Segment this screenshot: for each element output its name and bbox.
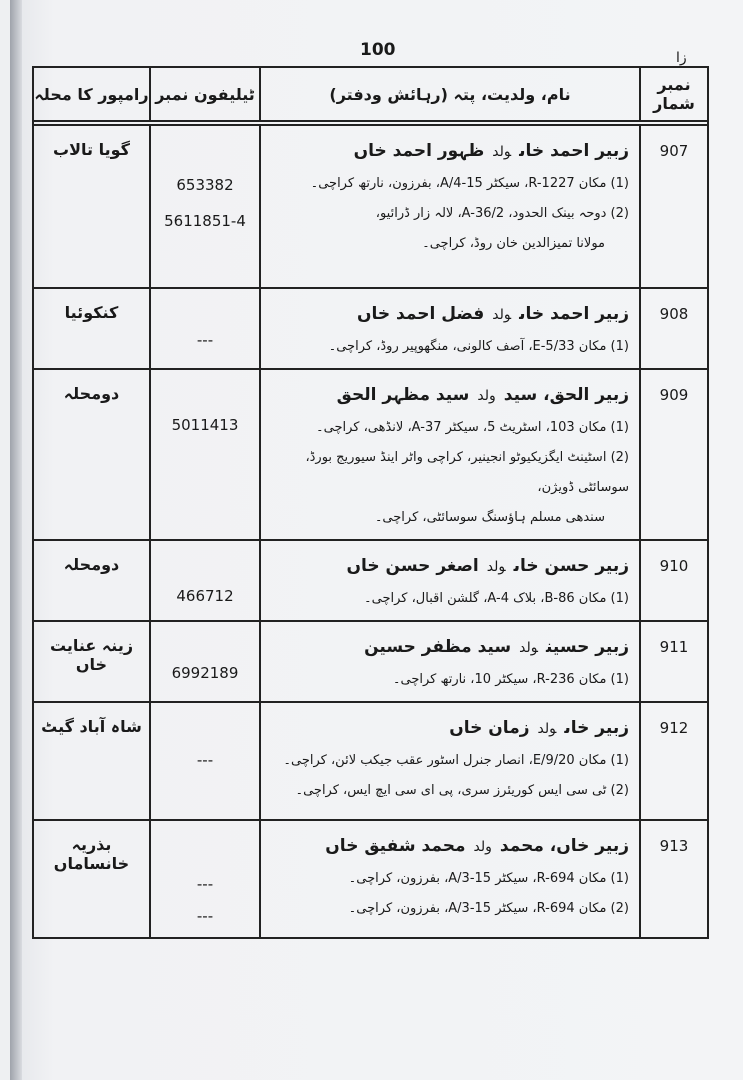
- table-row: [33, 702, 708, 820]
- father-label: ولد: [492, 144, 512, 160]
- serial-cell: 913: [640, 820, 708, 938]
- entry-name-line: [267, 630, 629, 665]
- father-label: ولد: [486, 559, 506, 575]
- serial-cell: 907: [640, 125, 708, 288]
- name-address-cell: [260, 702, 640, 820]
- header-telephone: ٹیلیفون نمبر: [150, 67, 260, 121]
- telephone-1: 5011413: [171, 416, 239, 434]
- telephone-1: 466712: [176, 587, 234, 605]
- name-address-cell: [260, 369, 640, 540]
- entry-name-line: [267, 829, 629, 864]
- address-2: (2) دوحہ بینک الحدود، A-36/2، لالہ زار ڈرائیو،: [375, 206, 629, 221]
- father-name: سید مظفر حسین: [364, 637, 512, 657]
- telephone-cell: [150, 702, 260, 820]
- table-row: [33, 540, 708, 621]
- address-1: (1) مکان 103، اسٹریٹ 5، سیکٹر A-37، لانڈھی، کراچی۔: [316, 420, 629, 435]
- table-row: [33, 369, 708, 540]
- table-row: [33, 621, 708, 702]
- father-name: محمد شفیق خاں: [325, 836, 466, 856]
- father-name: سید مظہر الحق: [336, 385, 470, 405]
- telephone-cell: [150, 125, 260, 288]
- person-name: زبیر خاں، محمد: [499, 836, 629, 856]
- address-2: (2) اسٹینٹ ایگزیکیوٹو انجینیر، کراچی واٹر اینڈ سیوریج بورڈ، سوسائٹی ڈویژن،: [305, 450, 629, 495]
- telephone-1: 6992189: [171, 664, 239, 682]
- father-label: ولد: [492, 307, 512, 323]
- address-2-continued: مولانا تمیزالدین خان روڈ، کراچی۔: [422, 236, 605, 251]
- address-1: (1) مکان E/9/20، انصار جنرل اسٹور عقب جیکب لائن، کراچی۔: [283, 753, 629, 768]
- address-2-continued: سندھی مسلم ہاؤسنگ سوسائٹی، کراچی۔: [374, 510, 605, 525]
- serial-cell: 908: [640, 288, 708, 369]
- father-label: ولد: [537, 721, 557, 737]
- person-name: زبیر خاں: [564, 718, 629, 738]
- address-1: (1) مکان B-86، بلاک A-4، گلشن اقبال، کراچی۔: [364, 591, 629, 606]
- page-number: 100: [360, 40, 396, 60]
- entry-name-line: [267, 378, 629, 413]
- person-name: زبیر احمد خاں: [519, 141, 629, 161]
- father-name: فضل احمد خاں: [356, 304, 485, 324]
- telephone-1: 653382: [176, 176, 234, 194]
- address-2: (2) ٹی سی ایس کوریئرز سری، پی ای سی ایچ ایس، کراچی۔: [295, 783, 629, 798]
- father-label: ولد: [477, 388, 496, 404]
- serial-cell: 909: [640, 369, 708, 540]
- entry-name-line: [267, 134, 629, 169]
- person-name: زبیر حسین: [545, 637, 629, 657]
- mohalla-cell: کنکوئیا: [33, 288, 150, 369]
- table-row: [33, 288, 708, 369]
- directory-table: [32, 66, 709, 939]
- name-address-cell: [260, 288, 640, 369]
- telephone-cell: [150, 540, 260, 621]
- table-row: [33, 820, 708, 938]
- name-address-cell: [260, 820, 640, 938]
- telephone-cell: [150, 369, 260, 540]
- header-row: [33, 67, 708, 121]
- header-rampur-mohalla: رامپور کا محلہ: [33, 67, 150, 121]
- page-letter: زا: [676, 50, 687, 66]
- father-name: ظہور احمد خاں: [353, 141, 485, 161]
- header-name-address: نام، ولدیت، پتہ (رہائش ودفتر): [260, 67, 640, 121]
- mohalla-cell: زینہ عنایت خاں: [33, 621, 150, 702]
- serial-cell: 911: [640, 621, 708, 702]
- address-1: (1) مکان R-694، سیکٹر 15-A/3، بفرزون، کراچی۔: [348, 871, 629, 886]
- telephone-1: ---: [196, 751, 214, 769]
- mohalla-cell: دومحلہ: [33, 540, 150, 621]
- address-1: (1) مکان R-236، سیکٹر 10، نارتھ کراچی۔: [392, 672, 629, 687]
- father-label: ولد: [473, 839, 492, 855]
- mohalla-cell: شاہ آباد گیٹ: [33, 702, 150, 820]
- mohalla-cell: گویا تالاب: [33, 125, 150, 288]
- address-1: (1) مکان R-1227، سیکٹر 15-A/4، بفرزون، نارتھ کراچی۔: [310, 176, 629, 191]
- telephone-1: ---: [196, 331, 214, 349]
- name-address-cell: [260, 125, 640, 288]
- table-row: [33, 125, 708, 288]
- telephone-cell: [150, 621, 260, 702]
- telephone-cell: [150, 288, 260, 369]
- father-name: اصغر حسن خاں: [346, 556, 479, 576]
- person-name: زبیر حسن خاں: [513, 556, 629, 576]
- name-address-cell: [260, 540, 640, 621]
- entry-name-line: [267, 297, 629, 332]
- telephone-2: ---: [196, 907, 214, 925]
- name-address-cell: [260, 621, 640, 702]
- entry-name-line: [267, 549, 629, 584]
- person-name: زبیر احمد خاں: [519, 304, 629, 324]
- address-2: (2) مکان R-694، سیکٹر 15-A/3، بفرزون، کراچی۔: [348, 901, 629, 916]
- serial-cell: 912: [640, 702, 708, 820]
- telephone-1: ---: [196, 875, 214, 893]
- telephone-2: 5611851-4: [164, 212, 246, 230]
- father-label: ولد: [519, 640, 538, 656]
- header-serial: نمبر شمار: [640, 67, 708, 121]
- mohalla-cell: دومحلہ: [33, 369, 150, 540]
- entry-name-line: [267, 711, 629, 746]
- page-gutter-shadow: [10, 0, 22, 1080]
- telephone-cell: [150, 820, 260, 938]
- serial-cell: 910: [640, 540, 708, 621]
- father-name: زمان خاں: [449, 718, 530, 738]
- person-name: زبیر الحق، سید: [503, 385, 629, 405]
- mohalla-cell: بذریہ خانساماں: [33, 820, 150, 938]
- address-1: (1) مکان E-5/33، آصف کالونی، منگھوپیر روڈ، کراچی۔: [328, 339, 629, 354]
